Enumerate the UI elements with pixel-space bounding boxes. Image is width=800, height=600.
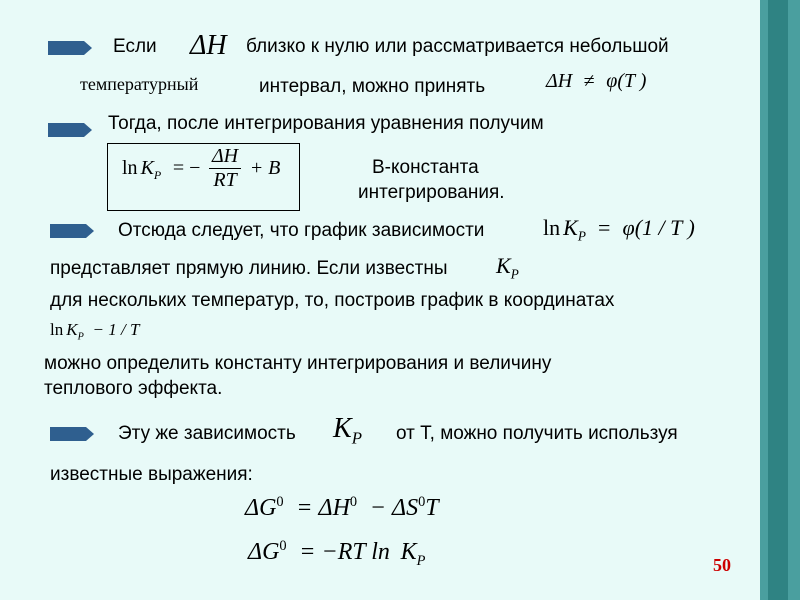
formula-kp-1: $K_P$ [496, 253, 519, 282]
formula-ln-kp-phi: $\ln K_P = \varphi(1 / T$ ) [543, 215, 695, 244]
text-interval: интервал, можно принять [259, 76, 486, 97]
formula-gibbs-kp: $\Delta G^0 = -RT$ $\ln K_P$ [248, 538, 426, 569]
text-several-temps: для нескольких температур, то, построив график в координатах [50, 290, 615, 311]
text-from-t: от Т, можно получить используя [396, 423, 678, 444]
text-temperature: температурный [80, 74, 199, 94]
formula-kp-2: $K_P$ [333, 413, 362, 448]
formula-coordinates: $\ln K_P - 1 / T$ [50, 320, 140, 343]
text-known-expressions: известные выражения: [50, 464, 253, 485]
math-delta-h: ΔH [190, 30, 227, 61]
arrow-bullet-icon [50, 224, 94, 238]
formula-dh-neq: ΔH ≠ φ(T ) [546, 70, 647, 92]
text-close-to-zero: близко к нулю или рассматривается небольшой [246, 36, 669, 57]
text-b-constant: В-константа [372, 157, 479, 178]
side-bar-inner [768, 0, 788, 600]
text-same-dependence: Эту же зависимость [118, 423, 296, 444]
page-number: 50 [713, 555, 731, 575]
text-can-determine: можно определить константу интегрирования и величину [44, 353, 552, 374]
text-integration: интегрирования. [358, 182, 505, 203]
text-heat-effect: теплового эффекта. [44, 378, 223, 399]
formula-gibbs: $\Delta G^0 = \Delta H^0 - \Delta S^0T$ [245, 494, 439, 521]
text-if: Если [113, 36, 157, 57]
text-hence: Отсюда следует, что график зависимости [118, 220, 485, 241]
arrow-bullet-icon [48, 123, 92, 137]
formula-ln-kp-equation: $\ln K_P$ = − $\frac{\Delta H}{RT}$ + B [122, 145, 281, 191]
arrow-bullet-icon [48, 41, 92, 55]
text-straight-line: представляет прямую линию. Если известны [50, 258, 448, 279]
text-then: Тогда, после интегрирования уравнения получим [108, 113, 544, 134]
arrow-bullet-icon [50, 427, 94, 441]
